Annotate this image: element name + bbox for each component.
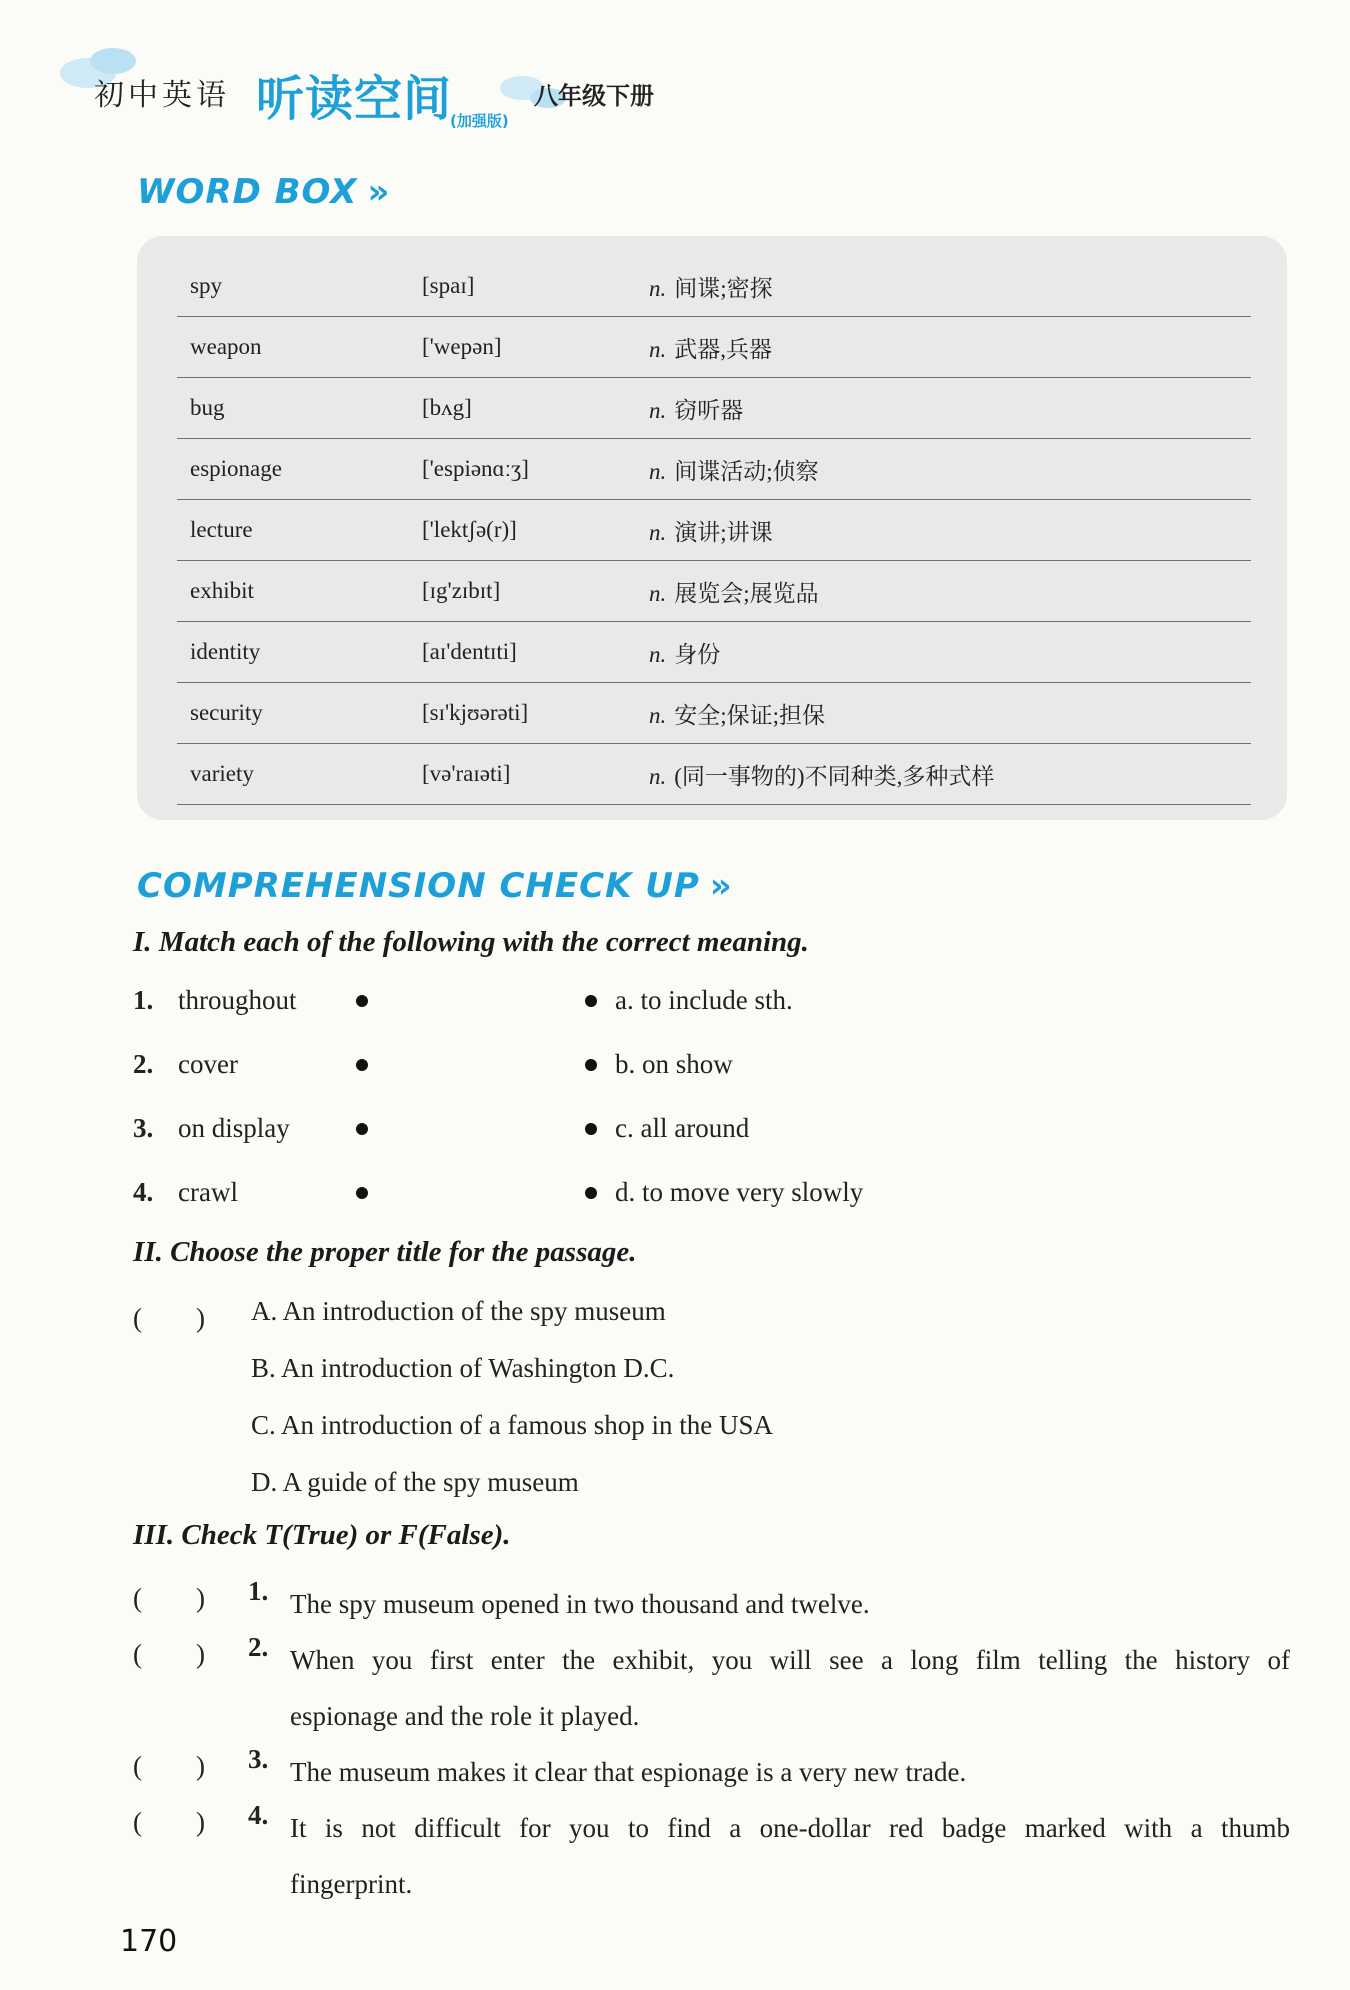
- vocab-meaning: [649, 636, 1251, 669]
- vocab-phonetic: [bʌg]: [422, 395, 472, 420]
- statement-text: It is not difficult for you to find a one-dollar red badge marked with a thumb: [290, 1813, 1290, 1843]
- vocab-phonetic: ['wepən]: [422, 334, 502, 359]
- answer-blank[interactable]: ( ): [133, 1583, 205, 1613]
- match-definition[interactable]: a. to include sth.: [615, 985, 793, 1015]
- vocab-phonetic: [ɪg'zɪbɪt]: [422, 578, 501, 603]
- vocab-row: [177, 317, 1251, 378]
- vocab-row: [177, 622, 1251, 683]
- page-number: 170: [120, 1924, 178, 1959]
- item-number: 1.: [248, 1576, 269, 1606]
- vocab-pos: n.: [649, 397, 667, 423]
- vocab-phonetic: [və'raɪəti]: [422, 761, 511, 786]
- vocab-meaning: [649, 331, 1251, 364]
- vocab-pos: n.: [649, 580, 667, 606]
- item-number: 3.: [133, 1113, 154, 1143]
- vocab-pos: n.: [649, 275, 667, 301]
- match-term[interactable]: throughout: [178, 985, 297, 1015]
- option-text[interactable]: D. A guide of the spy museum: [251, 1467, 579, 1497]
- vocab-row: [177, 744, 1251, 805]
- choice-option: [133, 1410, 1283, 1467]
- vocab-word: exhibit: [190, 578, 254, 603]
- double-chevron-icon: »: [367, 172, 391, 212]
- vocab-definition: 身份: [674, 641, 721, 667]
- vocab-word: spy: [190, 273, 222, 298]
- vocab-definition: 窃听器: [674, 397, 744, 423]
- edition-label: (加强版): [450, 112, 509, 130]
- match-dot-left[interactable]: [356, 995, 368, 1007]
- word-box-title: WORD BOX: [137, 172, 358, 212]
- statement-text: The museum makes it clear that espionage is a very new trade.: [290, 1757, 967, 1787]
- match-dot-right[interactable]: [585, 1059, 597, 1071]
- match-dot-left[interactable]: [356, 1059, 368, 1071]
- vocab-pos: n.: [649, 641, 667, 667]
- answer-blank[interactable]: ( ): [133, 1303, 205, 1333]
- match-item: [133, 1177, 1033, 1241]
- statement-continuation: espionage and the role it played.: [290, 1701, 640, 1731]
- vocab-meaning: [649, 392, 1251, 425]
- vocab-meaning: [649, 575, 1251, 608]
- match-dot-left[interactable]: [356, 1187, 368, 1199]
- vocab-word: bug: [190, 395, 225, 420]
- vocab-phonetic: [aɪ'dentɪti]: [422, 639, 517, 664]
- item-number: 4.: [248, 1800, 269, 1830]
- match-dot-right[interactable]: [585, 1123, 597, 1135]
- true-false-exercise: [133, 1576, 1293, 1912]
- tf-item: [133, 1576, 1293, 1632]
- vocab-definition: 安全;保证;担保: [674, 702, 826, 728]
- tf-item: [133, 1800, 1293, 1912]
- choice-option: [133, 1296, 1283, 1353]
- grade-label: 八年级下册: [534, 82, 654, 110]
- vocab-row: [177, 561, 1251, 622]
- vocabulary-table: [177, 256, 1251, 805]
- item-number: 4.: [133, 1177, 154, 1207]
- vocab-definition: 武器,兵器: [674, 336, 772, 362]
- matching-exercise: [133, 985, 1033, 1241]
- vocab-pos: n.: [649, 519, 667, 545]
- match-item: [133, 1113, 1033, 1177]
- match-dot-left[interactable]: [356, 1123, 368, 1135]
- vocab-phonetic: [spaɪ]: [422, 273, 475, 298]
- vocab-definition: 展览会;展览品: [674, 580, 819, 606]
- vocab-word: identity: [190, 639, 261, 664]
- vocab-pos: n.: [649, 702, 667, 728]
- vocab-word: weapon: [190, 334, 262, 359]
- statement-continuation: fingerprint.: [290, 1869, 413, 1899]
- match-definition[interactable]: b. on show: [615, 1049, 733, 1079]
- option-text[interactable]: B. An introduction of Washington D.C.: [251, 1353, 675, 1383]
- item-number: 2.: [248, 1632, 269, 1662]
- option-text[interactable]: C. An introduction of a famous shop in the USA: [251, 1410, 773, 1440]
- match-item: [133, 985, 1033, 1049]
- vocab-word: espionage: [190, 456, 282, 481]
- vocab-meaning: [649, 758, 1251, 791]
- answer-blank[interactable]: ( ): [133, 1807, 205, 1837]
- double-chevron-icon: »: [709, 866, 733, 906]
- vocab-word: security: [190, 700, 263, 725]
- vocab-row: [177, 378, 1251, 439]
- part1-title: I. Match each of the following with the correct meaning.: [133, 926, 809, 958]
- tf-item: [133, 1744, 1293, 1800]
- vocab-meaning: [649, 697, 1251, 730]
- page-header: [60, 48, 760, 138]
- match-term[interactable]: on display: [178, 1113, 290, 1143]
- word-box-heading: [137, 172, 390, 212]
- brand-logo: 听读空间: [256, 71, 453, 127]
- vocab-word: lecture: [190, 517, 253, 542]
- vocab-definition: 间谍;密探: [674, 275, 773, 301]
- vocab-definition: 演讲;讲课: [674, 519, 773, 545]
- item-number: 1.: [133, 985, 154, 1015]
- vocab-phonetic: ['espiənɑːʒ]: [422, 456, 529, 481]
- statement-text: The spy museum opened in two thousand and twelve.: [290, 1589, 870, 1619]
- match-definition[interactable]: d. to move very slowly: [615, 1177, 864, 1207]
- vocab-definition: 间谍活动;侦察: [674, 458, 819, 484]
- comprehension-heading: [137, 866, 733, 906]
- item-number: 2.: [133, 1049, 154, 1079]
- vocab-row: [177, 256, 1251, 317]
- match-definition[interactable]: c. all around: [615, 1113, 750, 1143]
- multiple-choice: [133, 1296, 1283, 1524]
- match-dot-right[interactable]: [585, 995, 597, 1007]
- match-term[interactable]: crawl: [178, 1177, 238, 1207]
- vocab-meaning: [649, 270, 1251, 303]
- answer-blank[interactable]: ( ): [133, 1639, 205, 1669]
- choice-option: [133, 1467, 1283, 1524]
- statement-text: When you first enter the exhibit, you will see a long film telling the history of: [290, 1645, 1290, 1675]
- tf-item: [133, 1632, 1293, 1744]
- option-text[interactable]: A. An introduction of the spy museum: [251, 1296, 666, 1326]
- vocab-meaning: [649, 453, 1251, 486]
- part2-title: II. Choose the proper title for the passage.: [133, 1236, 637, 1268]
- word-box: [137, 236, 1287, 820]
- vocab-definition: (同一事物的)不同种类,多种式样: [674, 763, 995, 789]
- vocab-meaning: [649, 514, 1251, 547]
- vocab-pos: n.: [649, 336, 667, 362]
- vocab-pos: n.: [649, 458, 667, 484]
- part3-title: III. Check T(True) or F(False).: [133, 1519, 511, 1551]
- comprehension-title: COMPREHENSION CHECK UP: [137, 866, 700, 906]
- match-dot-right[interactable]: [585, 1187, 597, 1199]
- vocab-phonetic: ['lektʃə(r)]: [422, 517, 517, 542]
- match-item: [133, 1049, 1033, 1113]
- answer-blank[interactable]: ( ): [133, 1751, 205, 1781]
- vocab-row: [177, 439, 1251, 500]
- vocab-row: [177, 683, 1251, 744]
- series-title: 初中英语: [94, 78, 230, 113]
- vocab-phonetic: [sɪ'kjʊərəti]: [422, 700, 529, 725]
- vocab-pos: n.: [649, 763, 667, 789]
- choice-option: [133, 1353, 1283, 1410]
- item-number: 3.: [248, 1744, 269, 1774]
- match-term[interactable]: cover: [178, 1049, 238, 1079]
- vocab-word: variety: [190, 761, 254, 786]
- vocab-row: [177, 500, 1251, 561]
